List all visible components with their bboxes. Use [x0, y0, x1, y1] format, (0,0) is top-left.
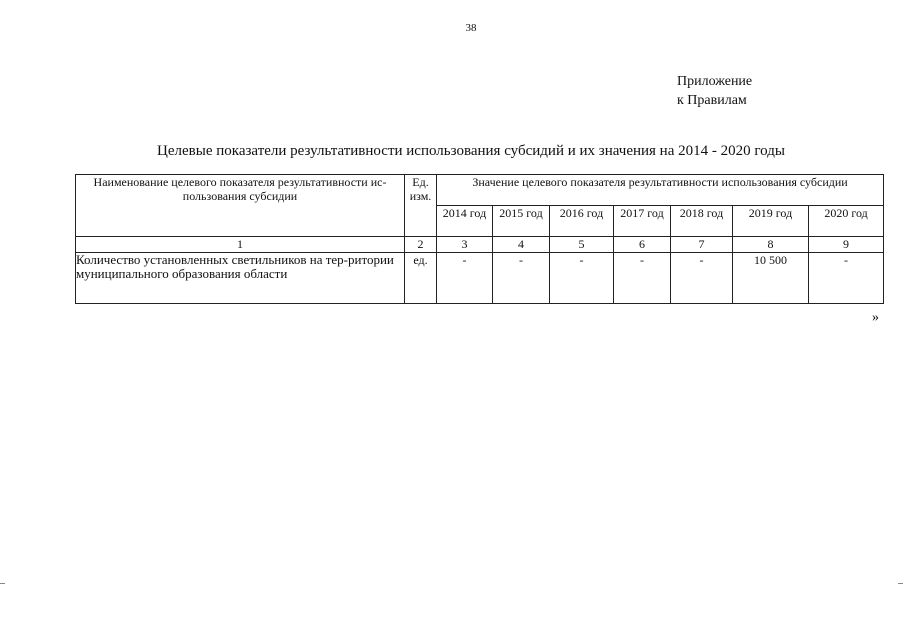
indicator-value: - [550, 253, 614, 304]
indicators-table [75, 174, 884, 304]
column-number: 8 [733, 237, 809, 253]
year-header: 2020 год [809, 206, 884, 237]
appendix-line-1: Приложение [677, 74, 753, 89]
table-title: Целевые показатели результативности использования субсидий и их значения на 2014 - 2020 годы [157, 143, 785, 159]
column-number: 2 [405, 237, 437, 253]
column-number: 3 [437, 237, 493, 253]
column-number: 6 [614, 237, 671, 253]
column-number: 4 [493, 237, 550, 253]
header-value-cell: Значение целевого показателя результативности использования субсидии [437, 175, 884, 206]
indicator-value: - [493, 253, 550, 304]
year-header: 2017 год [614, 206, 671, 237]
scan-edge-mark-left [0, 583, 5, 584]
column-number-row [76, 237, 884, 253]
page-number: 38 [465, 22, 477, 34]
indicator-value: - [437, 253, 493, 304]
indicator-unit: ед. [405, 253, 437, 304]
year-header: 2019 год [733, 206, 809, 237]
appendix-line-2: к Правилам [677, 93, 747, 108]
indicator-name: Количество установленных светильников на тер-ритории муниципального образования области [76, 253, 405, 304]
scan-edge-mark-right [898, 583, 903, 584]
column-number: 9 [809, 237, 884, 253]
indicator-value: - [614, 253, 671, 304]
column-number: 7 [671, 237, 733, 253]
indicator-value: - [809, 253, 884, 304]
year-header: 2018 год [671, 206, 733, 237]
column-number: 5 [550, 237, 614, 253]
column-number: 1 [76, 237, 405, 253]
year-header: 2015 год [493, 206, 550, 237]
year-header: 2014 год [437, 206, 493, 237]
header-name-cell: Наименование целевого показателя результативности ис-пользования субсидии [76, 175, 405, 237]
indicator-value: 10 500 [733, 253, 809, 304]
year-header: 2016 год [550, 206, 614, 237]
indicator-value: - [671, 253, 733, 304]
table-row [76, 253, 884, 304]
closing-quote: » [872, 310, 879, 325]
header-row [76, 175, 884, 206]
header-unit-cell: Ед. изм. [405, 175, 437, 237]
appendix-note [677, 72, 752, 110]
